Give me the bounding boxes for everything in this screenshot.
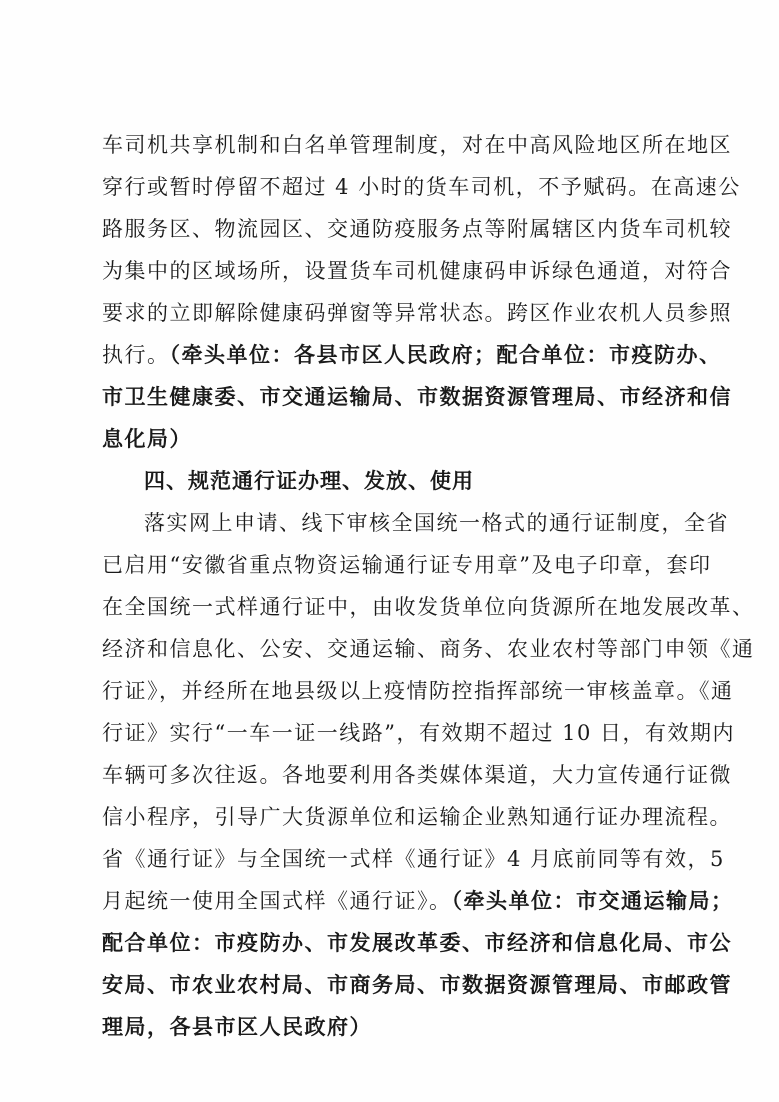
paragraph-line [102,884,734,918]
paragraph-line: 要求的立即解除健康码弹窗等异常状态。跨区作业农机人员参照 [102,301,732,325]
paragraph-line: 配合单位：市疫防办、市发展改革委、市经济和信息化局、市公 [102,930,732,955]
paragraph-line: 省《通行证》与全国统一式样《通行证》4 月底前同等有效，5 [102,847,725,871]
paragraph-text: 月起统一使用全国式样《通行证》。 [102,889,452,913]
paragraph-line: 已启用“安徽省重点物资运输通行证专用章”及电子印章，套印 [102,553,712,577]
paragraph-line: 市卫生健康委、市交通运输局、市数据资源管理局、市经济和信 [102,384,732,409]
paragraph-line: 车辆可多次往返。各地要利用各类媒体渠道，大力宣传通行证微 [102,763,732,787]
paragraph-line: 行证》实行“一车一证一线路”，有效期不超过 10 日，有效期内 [102,721,736,745]
paragraph-line: 在全国统一式样通行证中，由收发货单位向货源所在地发展改革、 [102,595,755,619]
paragraph-line: 信小程序，引导广大货源单位和运输企业熟知通行证办理流程。 [102,805,732,829]
paragraph-line: 落实网上申请、线下审核全国统一格式的通行证制度，全省 [144,511,729,535]
paragraph-line: 行证》，并经所在地县级以上疫情防控指挥部统一审核盖章。《通 [102,679,734,703]
paragraph-text: 执行。 [102,343,170,367]
paragraph-line: 安局、市农业农村局、市商务局、市数据资源管理局、市邮政管 [102,972,732,997]
section-heading: 四、规范通行证办理、发放、使用 [144,469,474,493]
lead-unit-text: （牵头单位：各县市区人民政府；配合单位：市疫防办、 [169,342,722,367]
paragraph-line: 车司机共享机制和白名单管理制度，对在中高风险地区所在地区 [102,133,732,157]
paragraph-line: 穿行或暂时停留不超过 4 小时的货车司机，不予赋码。在高速公 [102,175,741,199]
paragraph-line: 路服务区、物流园区、交通防疫服务点等附属辖区内货车司机较 [102,217,732,241]
lead-unit-text: （牵头单位：市交通运输局； [451,888,734,913]
paragraph-line [102,338,722,372]
paragraph-line: 为集中的区域场所，设置货车司机健康码申诉绿色通道，对符合 [102,259,732,283]
paragraph-line: 息化局） [102,426,192,451]
paragraph-line: 经济和信息化、公安、交通运输、商务、农业农村等部门申领《通 [102,637,755,661]
paragraph-line: 理局，各县市区人民政府） [102,1014,372,1039]
